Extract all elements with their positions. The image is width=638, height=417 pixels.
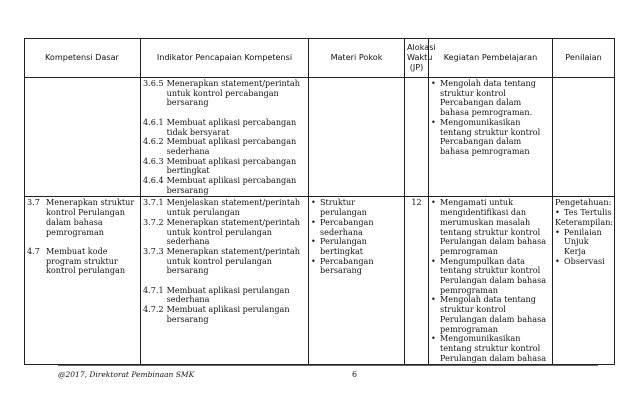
list-item: • Mengolah data tentang struktur kontrol Percabangan dalam bahasa pemrograman. xyxy=(431,78,536,118)
penilaian-cell xyxy=(553,78,615,197)
list-item: • Penilaian Unjuk Kerja xyxy=(555,226,602,256)
kd-cell xyxy=(25,78,141,197)
list-item: • Percabangan bersarang xyxy=(311,255,374,276)
indikator-item: 3.7.3 Menerapkan statement/perintah untuk kontrol perulangan bersarang xyxy=(143,245,300,276)
footer-copyright: @2017, Direktorat Pembinaan SMK xyxy=(58,370,195,379)
list-item: • Mengamati untuk mengidentifikasi dan merumuskan masalah tentang struktur kontrol Perulangan dalam bahasa pemrograman xyxy=(431,197,547,256)
header-kompetensi-dasar: Kompetensi Dasar xyxy=(25,39,141,78)
list-item: • Mengomunikasikan tentang struktur kontrol Percabangan dalam bahasa pemrograman xyxy=(431,116,541,156)
kegiatan-cell xyxy=(429,78,553,197)
indikator-item: 4.6.3 Membuat aplikasi percabangan bertingkat xyxy=(143,155,297,176)
penilaian-cell xyxy=(553,197,615,365)
penilaian-pengetahuan-label: Pengetahuan: xyxy=(555,197,612,208)
table-row xyxy=(25,78,615,197)
indikator-item: 4.7.1 Membuat aplikasi perulangan sederhana xyxy=(143,284,290,305)
indikator-item: 4.7.2 Membuat aplikasi perulangan bersarang xyxy=(143,304,290,324)
list-item: • Struktur perulangan xyxy=(311,197,367,218)
list-item: • Perulangan bertingkat xyxy=(311,236,367,256)
header-alokasi-waktu: Alokasi Waktu (JP) xyxy=(405,39,429,78)
indikator-item: 3.7.2 Menerapkan statement/perintah untuk kontrol perulangan sederhana xyxy=(143,216,300,247)
document-page xyxy=(24,38,614,365)
materi-cell xyxy=(309,197,405,365)
rpp-table xyxy=(24,38,615,365)
kd-item: 4.7 Membuat kode program struktur kontrol perulangan xyxy=(27,245,126,276)
alokasi-cell xyxy=(405,78,429,197)
indikator-cell xyxy=(141,197,309,365)
list-item: • Observasi xyxy=(555,255,605,266)
list-item: • Mengumpulkan data tentang struktur kontrol Perulangan dalam bahasa pemrograman xyxy=(431,255,547,295)
footer-divider xyxy=(58,365,598,366)
list-item: • Mengolah data tentang struktur kontrol Perulangan dalam bahasa pemrograman xyxy=(431,294,547,334)
header-penilaian: Penilaian xyxy=(553,39,615,78)
table-header-row xyxy=(25,39,615,78)
kegiatan-cell xyxy=(429,197,553,365)
indikator-cell xyxy=(141,78,309,197)
materi-cell xyxy=(309,78,405,197)
page-number: 6 xyxy=(352,370,358,379)
table-row xyxy=(25,197,615,365)
header-indikator: Indikator Pencapaian Kompetensi xyxy=(141,39,309,78)
header-materi-pokok: Materi Pokok xyxy=(309,39,405,78)
list-item: • Tes Tertulis xyxy=(555,207,612,218)
indikator-item: 4.6.1 Membuat aplikasi percabangan tidak bersyarat xyxy=(143,116,297,137)
alokasi-cell: 12 xyxy=(405,197,429,365)
list-item: • Percabangan sederhana xyxy=(311,216,374,237)
indikator-item: 4.6.4 Membuat aplikasi percabangan bersarang xyxy=(143,175,297,195)
indikator-item: 3.7.1 Menjelaskan statement/perintah untuk perulangan xyxy=(143,197,301,218)
list-item: • Mengomunikasikan tentang struktur kontrol Perulangan dalam bahasa xyxy=(431,333,547,363)
kd-item: 3.7 Menerapkan struktur kontrol Perulangan dalam bahasa pemrograman xyxy=(27,197,135,237)
indikator-item: 3.6.5 Menerapkan statement/perintah untuk kontrol percabangan bersarang xyxy=(143,78,300,108)
kd-cell xyxy=(25,197,141,365)
header-kegiatan: Kegiatan Pembelajaran xyxy=(429,39,553,78)
penilaian-keterampilan-label: Keterampilan: xyxy=(555,216,614,227)
indikator-item: 4.6.2 Membuat aplikasi percabangan sederhana xyxy=(143,136,297,156)
